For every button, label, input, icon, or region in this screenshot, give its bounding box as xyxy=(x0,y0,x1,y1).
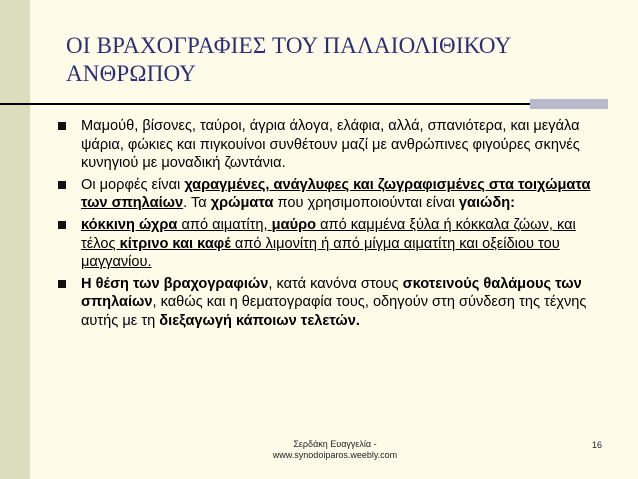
bullet-emphasis: κόκκινη ώχρα xyxy=(81,216,178,233)
bullet-item xyxy=(64,117,604,173)
bullet-text: , κατά κανόνα στους xyxy=(268,275,403,292)
square-bullet-icon xyxy=(58,280,66,288)
square-bullet-icon xyxy=(58,221,66,229)
bullet-emphasis: Η θέση των βραχογραφιών xyxy=(81,275,269,292)
bullet-text: από καμμένα ξύλα ή κόκκαλα ζώων, και τέλος xyxy=(81,216,576,252)
bullet-item xyxy=(64,275,604,331)
slide-title xyxy=(66,32,606,88)
title-line-2: ΑΝΘΡΩΠΟΥ xyxy=(66,61,196,86)
page-number: 16 xyxy=(592,440,603,450)
bullet-list xyxy=(64,117,604,334)
bullet-text: Μαμούθ, βίσονες, ταύροι, άγρια άλογα, ελάφια, αλλά, σπανιότερα, και μεγάλα ψάρια, φώκιες και πιγκουίνοι συνθέτουν μαζί με ανθρώπινες φιγούρες σκηνές κυνηγιού με μοναδική ζωντάνια. xyxy=(81,118,580,172)
footer-credit xyxy=(250,439,420,461)
bullet-emphasis: γαιώδη: xyxy=(458,195,516,212)
bullet-emphasis: σκοτεινούς θαλάμους των σπηλαίων xyxy=(81,275,582,311)
bullet-emphasis: διεξαγωγή κάποιων τελετών. xyxy=(159,312,360,329)
bullet-emphasis: κίτρινο και καφέ xyxy=(119,235,231,252)
title-divider-accent xyxy=(530,99,608,109)
title-line-1: ΟΙ ΒΡΑΧΟΓΡΑΦΙΕΣ ΤΟΥ ΠΑΛΑΙΟΛΙΘΙΚΟΥ xyxy=(66,33,512,58)
bullet-emphasis: μαύρο xyxy=(271,216,317,233)
square-bullet-icon xyxy=(58,122,66,130)
bullet-text: Οι μορφές είναι xyxy=(81,176,185,193)
footer-author: Σερδάκη Ευαγγελία - xyxy=(293,439,377,449)
bullet-emphasis: χρώματα xyxy=(210,195,274,212)
square-bullet-icon xyxy=(58,181,66,189)
bullet-item xyxy=(64,176,604,213)
bullet-text: . Τα xyxy=(183,195,211,212)
title-divider xyxy=(0,103,530,105)
bullet-text: από λιμονίτη ή από μίγμα αιματίτη και οξείδιου του μαγγανίου. xyxy=(81,235,560,271)
bullet-text: που χρησιμοποιούνται είναι xyxy=(273,195,459,212)
side-band xyxy=(0,0,30,479)
bullet-emphasis: χαραγμένες, ανάγλυφες και ζωγραφισμένες στα τοιχώματα των σπηλαίων xyxy=(81,176,591,212)
footer-website: www.synodoiparos.weebly.com xyxy=(272,450,398,460)
bullet-text: , καθώς και η θεματογραφία τους, οδηγούν στη σύνδεση της τέχνης αυτής με τη xyxy=(81,294,587,329)
bullet-text: από αιματίτη, xyxy=(177,216,272,233)
bullet-item xyxy=(64,216,604,272)
